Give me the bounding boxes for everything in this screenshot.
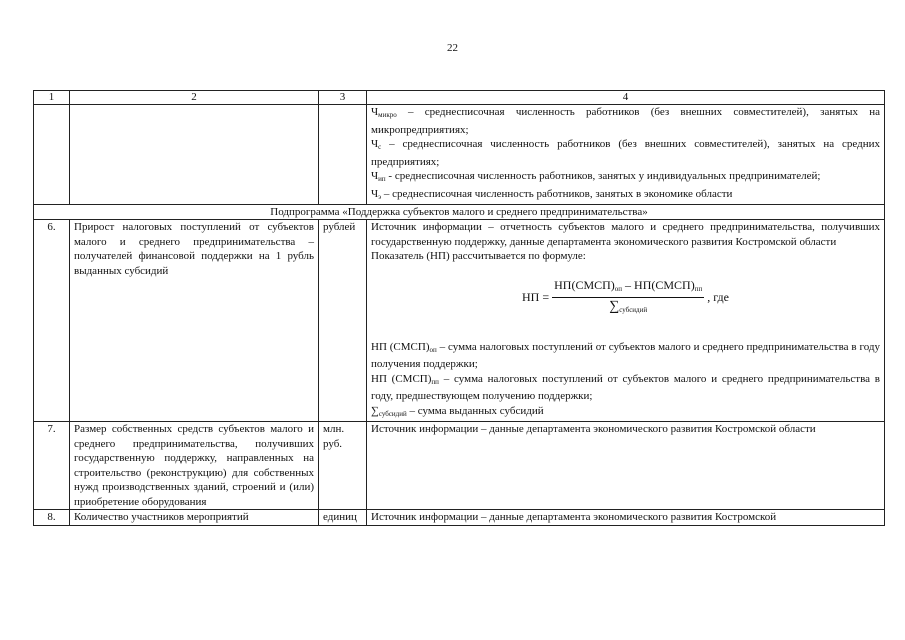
- definition-line: НП $(СМСП)_{пп}$ – сумма налоговых поступлений от субъектов малого и среднего предпринимательства в году, предшествующем получению поддержки;: [371, 372, 880, 402]
- table-row: [34, 220, 885, 422]
- subprogram-row: [34, 205, 885, 220]
- indicator-method: [367, 220, 885, 422]
- indicator-name: Размер собственных средств субъектов малого и среднего предпринимательства, получивших государственную поддержку, направленных на строительство (реконструкцию) для собственных нужд производственных зданий, строений и (или) приобретение оборудования: [70, 422, 319, 510]
- formula-denominator: $\sum_{субсидий}$: [609, 299, 648, 314]
- indicator-name: Прирост налоговых поступлений от субъектов малого и среднего предпринимательства – получателей финансовой поддержки на 1 рубль выданных субсидий: [70, 220, 319, 422]
- indicators-table: [33, 90, 885, 526]
- definition-line: $Ч_{микро}$ – среднесписочная численность работников (без внешних совместителей), занятых на микропредприятиях;: [371, 106, 880, 136]
- header-col-1: 1: [34, 91, 70, 105]
- row-number: 6.: [34, 220, 70, 422]
- source-text: Источник информации – данные департамента экономического развития Костромской области: [367, 422, 885, 510]
- continuation-cell: [367, 105, 885, 205]
- formula: [371, 278, 880, 318]
- definition-line: $Ч_э$ – среднесписочная численность работников, занятых в экономике области: [371, 187, 733, 201]
- definition-line: $Ч_{ип}$ - среднесписочная численность работников, занятых у индивидуальных предпринимателей;: [371, 170, 821, 183]
- table-row: [34, 510, 885, 526]
- header-col-4: 4: [367, 91, 885, 105]
- indicator-unit: единиц: [319, 510, 367, 526]
- header-col-2: 2: [70, 91, 319, 105]
- definition-line: НП $(СМСП)_{оп}$ – сумма налоговых поступлений от субъектов малого и среднего предпринимательства в году получения поддержки;: [371, 340, 880, 370]
- indicator-name: Количество участников мероприятий: [70, 510, 319, 526]
- row-number: 8.: [34, 510, 70, 526]
- source-text: Источник информации – отчетность субъектов малого и среднего предпринимательства, получивших государственную поддержку, данные департамента экономического развития Костромской области: [371, 221, 880, 248]
- table-header-row: [34, 91, 885, 105]
- table-row: [34, 422, 885, 510]
- source-text: Источник информации – данные департамента экономического развития Костромской: [367, 510, 885, 526]
- formula-intro: Показатель (НП) рассчитывается по формуле:: [371, 250, 586, 262]
- formula-fraction: [552, 278, 704, 318]
- row-number: 7.: [34, 422, 70, 510]
- page-number: 22: [447, 42, 458, 54]
- formula-tail: , где: [707, 290, 729, 305]
- formula-numerator: $НП(СМСП)_{оп}$ – $НП(СМСП)_{пп}$: [552, 278, 704, 299]
- indicator-unit: рублей: [319, 220, 367, 422]
- definition-line: $Ч_с$ – среднесписочная численность работников (без внешних совместителей), занятых на средних предприятиях;: [371, 138, 880, 168]
- header-col-3: 3: [319, 91, 367, 105]
- subprogram-title: Подпрограмма «Поддержка субъектов малого и среднего предпринимательства»: [34, 205, 885, 220]
- formula-lhs: НП =: [522, 290, 550, 305]
- definition-line: $\sum_{субсидий}$ – сумма выданных субсидий: [371, 404, 544, 418]
- indicator-unit: млн. руб.: [319, 422, 367, 510]
- table-row-continuation: [34, 105, 885, 205]
